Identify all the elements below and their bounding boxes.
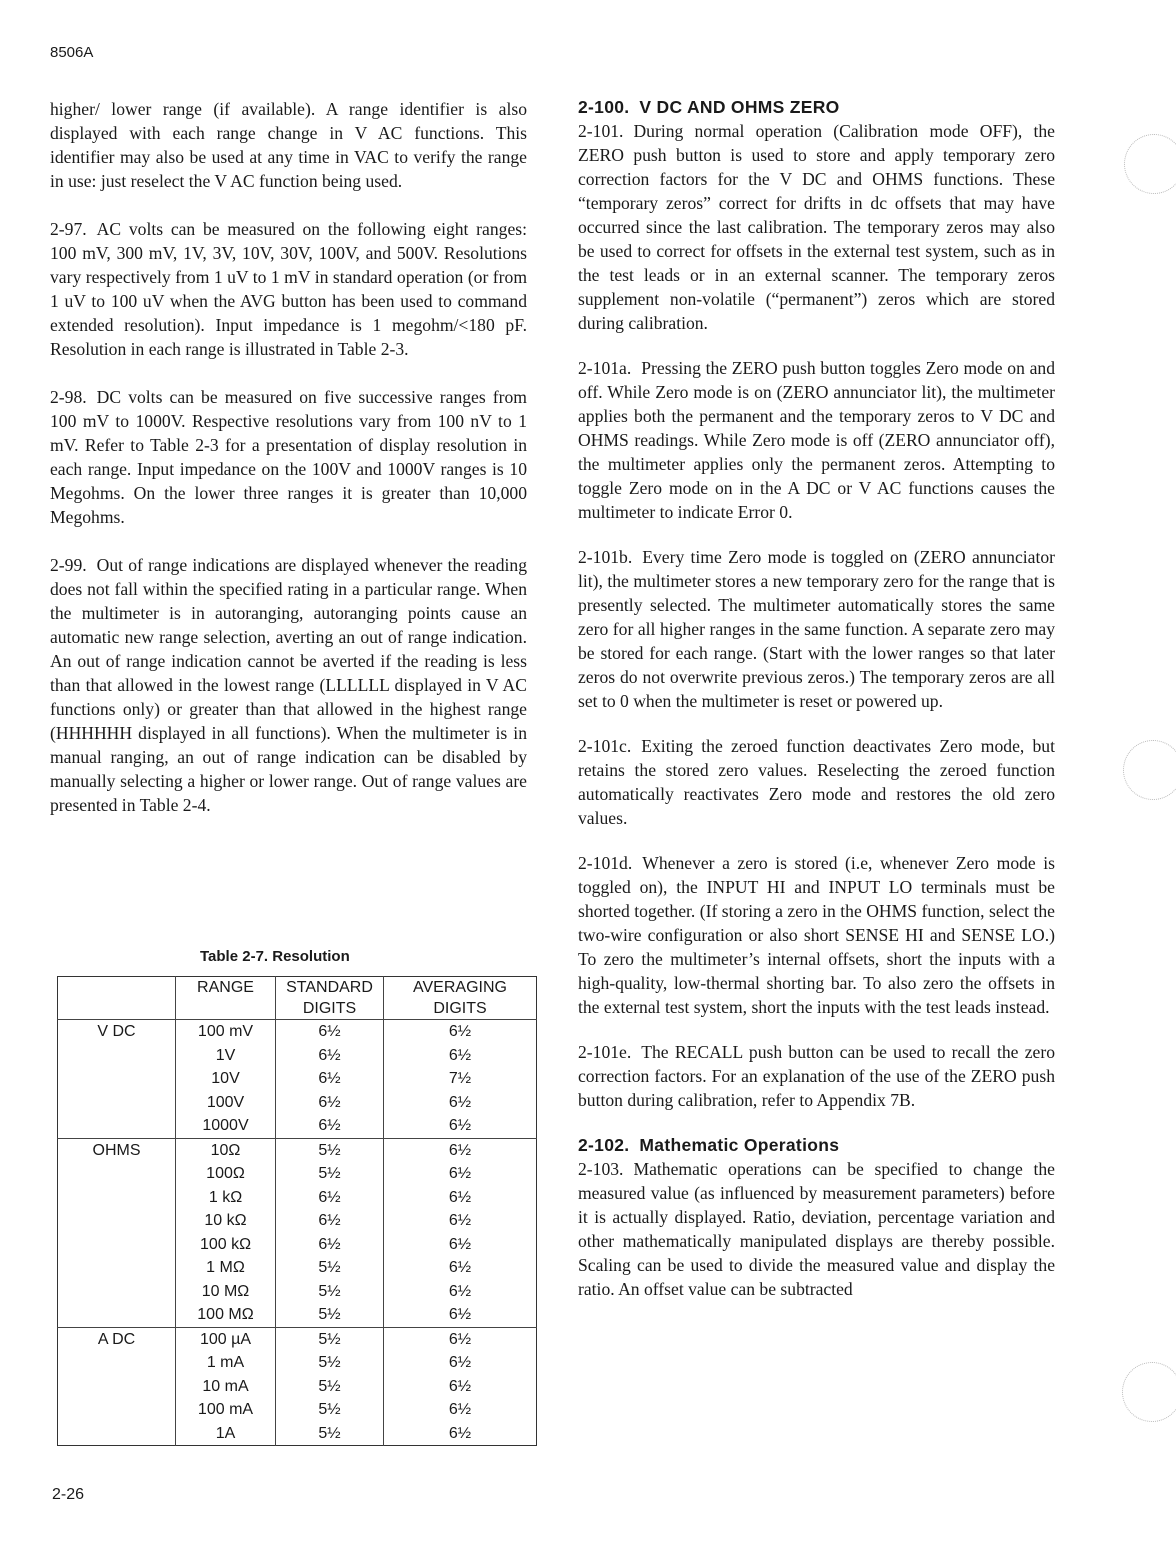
range-value: 100 MΩ: [197, 1306, 254, 1323]
standard-value: 5½: [318, 1141, 341, 1159]
range-cells: [176, 1138, 276, 1327]
paragraph-text: higher/ lower range (if available). A range identifier is also displayed with each range change in V AC functions. This identifier may also be used at any time in VAC to verify the range in use: just reselect the V AC function being used.: [50, 99, 527, 191]
range-value: 10 kΩ: [204, 1212, 247, 1229]
header-function: [58, 977, 176, 1020]
binder-hole-mark: [1124, 134, 1176, 194]
standard-value: 6½: [318, 1188, 341, 1206]
range-cells: [176, 1020, 276, 1139]
section-number: 2-100.: [578, 97, 630, 117]
range-value: 10 MΩ: [201, 1282, 250, 1300]
averaging-cells: [384, 1327, 537, 1446]
header-averaging-digits: [384, 977, 537, 1020]
range-value: 100Ω: [206, 1165, 245, 1182]
standard-value: 6½: [318, 1235, 341, 1253]
averaging-value: 6½: [448, 1377, 472, 1395]
standard-value: 5½: [318, 1401, 341, 1418]
range-value: 100 kΩ: [199, 1235, 252, 1253]
averaging-value: 6½: [448, 1188, 472, 1206]
standard-value: 6½: [318, 1117, 341, 1134]
paragraph-2-101d: [578, 851, 1055, 1019]
range-cells: [176, 1327, 276, 1446]
standard-value: 6½: [318, 1070, 341, 1087]
paragraph-number: 2-101a.: [578, 358, 632, 378]
paragraph-number: 2-101d.: [578, 853, 633, 873]
range-value: 10 mA: [202, 1377, 249, 1395]
standard-value: 5½: [318, 1424, 341, 1442]
document-id: 8506A: [50, 44, 94, 61]
standard-value: 5½: [318, 1282, 341, 1300]
averaging-value: 6½: [448, 1141, 472, 1159]
paragraph-2-97: [50, 217, 527, 361]
function-label: A DC: [58, 1327, 176, 1446]
range-value: 10Ω: [210, 1141, 241, 1159]
paragraph-text: Whenever a zero is stored (i.e, whenever Zero mode is toggled on), the INPUT HI and INPUT LO terminals must be shorted together. (If storing a zero in the OHMS function, select the two-wire configuration or also short SENSE HI and SENSE LO.) To zero the multimeter’s internal offsets, short the inputs with a high-quality, low-thermal shorting bar. To also zero the offsets in the external test system, short the inputs with the test leads instead.: [578, 853, 1055, 1017]
function-label: OHMS: [58, 1138, 176, 1327]
standard-value: 5½: [318, 1354, 341, 1371]
paragraph-continuation: [50, 97, 527, 193]
table-header-row: [58, 977, 537, 1020]
range-value: 100 µA: [199, 1330, 252, 1348]
table-group-ohms: [58, 1138, 537, 1327]
standard-value: 6½: [318, 1023, 341, 1040]
range-value: 1V: [215, 1046, 236, 1064]
range-value: 100V: [206, 1093, 245, 1111]
averaging-value: 6½: [448, 1023, 472, 1040]
standard-cells: [276, 1020, 384, 1139]
averaging-value: 6½: [448, 1046, 472, 1064]
range-value: 10V: [211, 1070, 240, 1087]
paragraph-number: 2-98.: [50, 387, 87, 407]
header-range: [176, 977, 276, 1020]
standard-value: 6½: [318, 1212, 341, 1229]
paragraph-text: Mathematic operations can be specified to change the measured value (as influenced by measurement parameters) before it is actually displayed. Ratio, deviation, percentage variation and other mathematically manipulated displays are thereby possible. Scaling can be used to divide the measured value and display the ratio. An offset value can be subtracted: [578, 1159, 1055, 1299]
section-heading-math: [578, 1133, 1055, 1157]
section-number: 2-102.: [578, 1135, 630, 1155]
paragraph-number: 2-97.: [50, 219, 87, 239]
averaging-value: 6½: [448, 1424, 472, 1442]
paragraph-2-101a: [578, 356, 1055, 524]
paragraph-text: AC volts can be measured on the following eight ranges: 100 mV, 300 mV, 1V, 3V, 10V, 30V, 100V, and 500V. Resolutions vary respectively from 1 uV to 1 mV in standard operation (or from 1 uV to 100 uV when the AVG button has been used to command extended resolution). Input impedance is 1 megohm/<180 pF. Resolution in each range is illustrated in Table 2-3.: [50, 219, 527, 359]
section-heading-zero: [578, 95, 1055, 119]
paragraph-2-101b: [578, 545, 1055, 713]
left-column: [50, 97, 527, 817]
section-title: V DC AND OHMS ZERO: [639, 97, 840, 117]
range-value: 1 mA: [206, 1354, 245, 1371]
standard-value: 5½: [318, 1165, 341, 1182]
standard-cells: [276, 1327, 384, 1446]
paragraph-number: 2-101.: [578, 121, 624, 141]
header-range-label: RANGE: [197, 979, 254, 996]
averaging-value: 7½: [448, 1070, 472, 1087]
standard-value: 5½: [318, 1330, 341, 1348]
paragraph-text: The RECALL push button can be used to recall the zero correction factors. For an explanation of the use of the ZERO push button during calibration, refer to Appendix 7B.: [578, 1042, 1055, 1110]
averaging-value: 6½: [448, 1282, 472, 1300]
standard-value: 5½: [318, 1259, 341, 1276]
paragraph-text: During normal operation (Calibration mode OFF), the ZERO push button is used to store and apply temporary zero correction factors for the V DC and OHMS functions. These “temporary zeros” correct for drifts in dc offsets that may have occurred since the last calibration. The temporary zeros may also be used to correct for offsets in the external test system, such as in the test leads or in an external scanner. The temporary zeros supplement non-volatile (“permanent”) zeros which are stored during calibration.: [578, 121, 1055, 333]
paragraph-number: 2-101e.: [578, 1042, 632, 1062]
range-value: 100 mV: [197, 1023, 254, 1040]
averaging-cells: [384, 1138, 537, 1327]
paragraph-number: 2-101b.: [578, 547, 633, 567]
averaging-value: 6½: [448, 1117, 472, 1134]
page-number: 2-26: [52, 1486, 85, 1503]
range-value: 1 kΩ: [208, 1188, 243, 1206]
paragraph-2-101: [578, 119, 1055, 335]
paragraph-text: Pressing the ZERO push button toggles Zero mode on and off. While Zero mode is on (ZERO annunciator lit), the multimeter applies both the permanent and the temporary zeros to V DC and OHMS readings. While Zero mode is off (ZERO annunciator off), the multimeter applies only the permanent zeros. Attempting to toggle Zero mode on in the A DC or V AC functions causes the multimeter to indicate Error 0.: [578, 358, 1055, 522]
section-title: Mathematic Operations: [639, 1135, 840, 1155]
paragraph-2-101c: [578, 734, 1055, 830]
paragraph-2-98: [50, 385, 527, 529]
averaging-value: 6½: [448, 1354, 472, 1371]
table-group-vdc: [58, 1020, 537, 1139]
averaging-value: 6½: [448, 1259, 472, 1276]
header-averaging-line1: AVERAGING: [413, 979, 507, 996]
paragraph-2-99: [50, 553, 527, 817]
range-value: 1000V: [202, 1117, 249, 1134]
standard-value: 5½: [318, 1306, 341, 1323]
table-title: Table 2-7. Resolution: [200, 948, 350, 965]
header-standard-line2: DIGITS: [302, 1000, 357, 1017]
paragraph-text: Every time Zero mode is toggled on (ZERO annunciator lit), the multimeter stores a new temporary zero for the range that is presently selected. The multimeter automatically stores the same zero for all higher ranges in the same function. A separate zero may be stored for each range. (Start with the lower ranges so that later zeros do not overwrite previous zeros.) The temporary zeros are all set to 0 when the multimeter is reset or powered up.: [578, 547, 1055, 711]
header-standard-line1: STANDARD: [286, 979, 373, 996]
averaging-value: 6½: [448, 1165, 472, 1182]
binder-hole-mark: [1123, 740, 1176, 800]
resolution-table: [57, 976, 537, 1446]
header-averaging-line2: DIGITS: [433, 1000, 487, 1017]
averaging-value: 6½: [448, 1401, 472, 1418]
function-label: V DC: [58, 1020, 176, 1139]
standard-value: 6½: [318, 1093, 341, 1111]
paragraph-number: 2-99.: [50, 555, 87, 575]
paragraph-text: Out of range indications are displayed whenever the reading does not fall within the specified rating in a particular range. When the multimeter is in autoranging, autoranging points cause an automatic new range selection, averting an out of range indication. An out of range indication cannot be averted if the reading is less than that allowed in the lowest range (LLLLLL displayed in V AC functions only) or greater than that allowed in the highest range (HHHHHH displayed in all functions). When the multimeter is in manual ranging, an out of range indication can be disabled by manually selecting a higher or lower range. Out of range values are presented in Table 2-4.: [50, 555, 527, 815]
standard-value: 5½: [318, 1377, 341, 1395]
paragraph-number: 2-103.: [578, 1159, 624, 1179]
paragraph-number: 2-101c.: [578, 736, 632, 756]
standard-cells: [276, 1138, 384, 1327]
averaging-value: 6½: [448, 1330, 472, 1348]
range-value: 1A: [215, 1424, 236, 1442]
right-column: [578, 95, 1055, 1301]
header-standard-digits: [276, 977, 384, 1020]
range-value: 100 mA: [197, 1401, 254, 1418]
paragraph-text: DC volts can be measured on five successive ranges from 100 mV to 1000V. Respective resolutions vary from 100 nV to 1 mV. Refer to Table 2-3 for a presentation of display resolution in each range. Input impedance on the 100V and 1000V ranges is 10 Megohms. On the lower three ranges it is greater than 10,000 Megohms.: [50, 387, 527, 527]
paragraph-text: Exiting the zeroed function deactivates Zero mode, but retains the stored zero values. Reselecting the zeroed function automatically reactivates Zero mode and restores the old zero values.: [578, 736, 1055, 828]
binder-hole-mark: [1122, 1362, 1176, 1422]
paragraph-2-103: [578, 1157, 1055, 1301]
averaging-cells: [384, 1020, 537, 1139]
standard-value: 6½: [318, 1046, 341, 1064]
table-group-adc: [58, 1327, 537, 1446]
averaging-value: 6½: [448, 1212, 472, 1229]
averaging-value: 6½: [448, 1306, 472, 1323]
averaging-value: 6½: [448, 1093, 472, 1111]
averaging-value: 6½: [448, 1235, 472, 1253]
paragraph-2-101e: [578, 1040, 1055, 1112]
range-value: 1 MΩ: [206, 1259, 245, 1276]
